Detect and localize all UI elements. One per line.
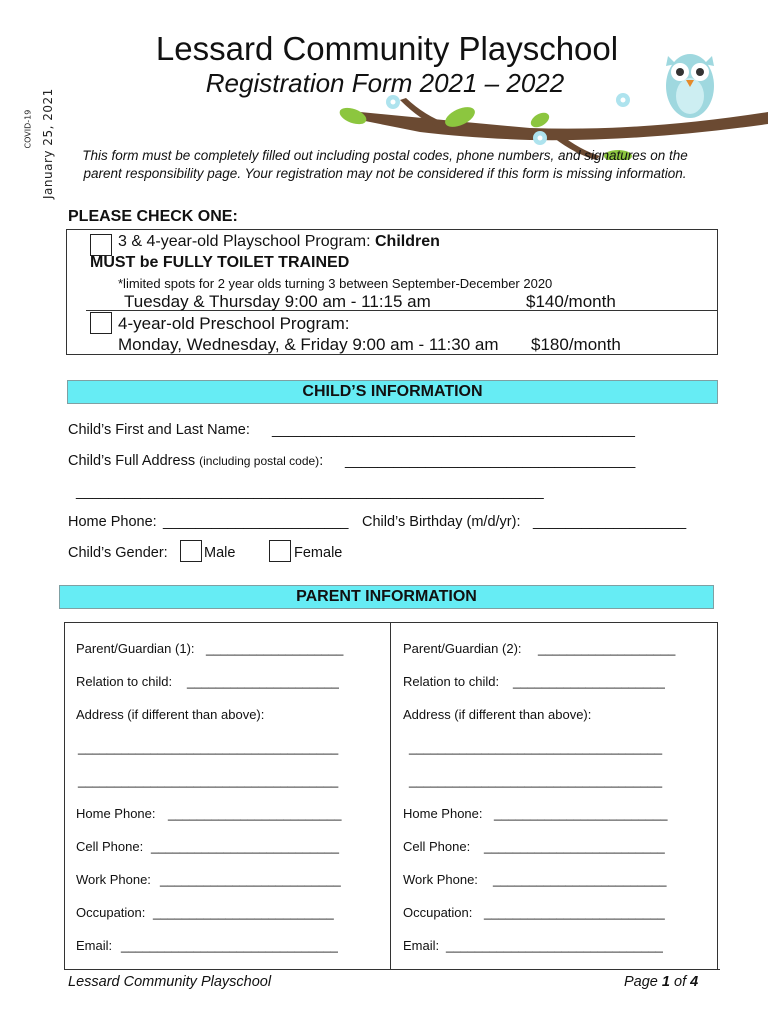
option2-checkbox[interactable] <box>90 312 112 334</box>
address2-label: Address (if different than above): <box>403 707 592 722</box>
gender-label: Child’s Gender: <box>68 545 168 561</box>
program-heading: PLEASE CHECK ONE: <box>68 208 238 225</box>
guardian2-label: Parent/Guardian (2): <box>403 641 522 656</box>
leaf <box>528 110 551 130</box>
relation2-label: Relation to child: <box>403 674 500 689</box>
guardian2-field[interactable]: ___________________ <box>538 641 676 656</box>
branch <box>340 110 768 140</box>
child-address-field[interactable]: ____________________________________ <box>345 453 636 469</box>
work1-field[interactable]: _________________________ <box>160 872 341 887</box>
cell2-label: Cell Phone: <box>403 839 471 854</box>
child-address-label: Child’s Full Address (including postal code): <box>68 453 324 469</box>
parent-table-divider <box>390 622 391 970</box>
work2-field[interactable]: ________________________ <box>493 872 667 887</box>
occupation1-label: Occupation: <box>76 905 146 920</box>
child-address-field-2[interactable]: __________________________________________________________ <box>76 484 544 500</box>
footer-rule <box>66 969 720 970</box>
option1-checkbox[interactable] <box>90 234 112 256</box>
option1-note: *limited spots for 2 year olds turning 3 between September-December 2020 <box>118 276 553 291</box>
cell2-field[interactable]: _________________________ <box>484 839 665 854</box>
option2-label: 4-year-old Preschool Program: <box>118 314 350 333</box>
page-number: Page 1 of 4 <box>624 974 699 990</box>
option1-price: $140/month <box>526 292 616 311</box>
occupation2-field[interactable]: _________________________ <box>484 905 665 920</box>
address2-field-2[interactable]: ___________________________________ <box>409 773 663 788</box>
address1-label: Address (if different than above): <box>76 707 265 722</box>
work2-label: Work Phone: <box>403 872 478 887</box>
home2-label: Home Phone: <box>403 806 483 821</box>
female-checkbox[interactable] <box>269 540 291 562</box>
relation2-field[interactable]: _____________________ <box>513 674 665 689</box>
child-name-field[interactable]: _____________________________________________ <box>272 422 635 438</box>
option1-label: 3 & 4-year-old Playschool Program: Children <box>118 233 440 250</box>
home1-label: Home Phone: <box>76 806 156 821</box>
address1-field-2[interactable]: ____________________________________ <box>78 773 339 788</box>
relation1-field[interactable]: _____________________ <box>187 674 339 689</box>
footer-org: Lessard Community Playschool <box>68 974 272 990</box>
child-section-header: CHILD’S INFORMATION <box>67 380 718 404</box>
male-checkbox[interactable] <box>180 540 202 562</box>
option1-schedule: Tuesday & Thursday 9:00 am - 11:15 am <box>124 292 431 311</box>
home-phone-label: Home Phone: <box>68 514 157 530</box>
birthday-field[interactable]: ___________________ <box>533 514 687 530</box>
female-label: Female <box>294 545 343 561</box>
home1-field[interactable]: ________________________ <box>168 806 342 821</box>
page-subtitle: Registration Form 2021 – 2022 <box>205 68 565 98</box>
occupation1-field[interactable]: _________________________ <box>153 905 334 920</box>
option2-schedule: Monday, Wednesday, & Friday 9:00 am - 11:30 am <box>118 335 499 354</box>
cell1-label: Cell Phone: <box>76 839 144 854</box>
address2-field[interactable]: ___________________________________ <box>409 740 663 755</box>
option1-label-line2: MUST be FULLY TOILET TRAINED <box>90 254 350 271</box>
email2-label: Email: <box>403 938 440 953</box>
intro-text: This form must be completely filled out including postal codes, phone numbers, and signatures on the parent responsibility page. Your registration may not be considered if this form is missing information. <box>82 148 688 181</box>
email2-field[interactable]: ______________________________ <box>446 938 663 953</box>
email1-label: Email: <box>76 938 113 953</box>
covid-tag: COVID-19 <box>23 109 33 149</box>
occupation2-label: Occupation: <box>403 905 473 920</box>
parent-section-header: PARENT INFORMATION <box>59 585 714 609</box>
birthday-label: Child’s Birthday (m/d/yr): <box>362 514 521 530</box>
relation1-label: Relation to child: <box>76 674 173 689</box>
leaf <box>337 105 368 128</box>
revision-date: January 25, 2021 <box>41 88 55 199</box>
guardian1-field[interactable]: ___________________ <box>206 641 344 656</box>
email1-field[interactable]: ______________________________ <box>121 938 338 953</box>
home2-field[interactable]: ________________________ <box>494 806 668 821</box>
cell1-field[interactable]: __________________________ <box>151 839 339 854</box>
home-phone-field[interactable]: _______________________ <box>163 514 349 530</box>
male-label: Male <box>204 545 236 561</box>
option2-price: $180/month <box>531 335 621 354</box>
address1-field[interactable]: ____________________________________ <box>78 740 339 755</box>
work1-label: Work Phone: <box>76 872 151 887</box>
page-title: Lessard Community Playschool <box>155 30 619 67</box>
guardian1-label: Parent/Guardian (1): <box>76 641 195 656</box>
child-name-label: Child’s First and Last Name: <box>68 422 250 438</box>
